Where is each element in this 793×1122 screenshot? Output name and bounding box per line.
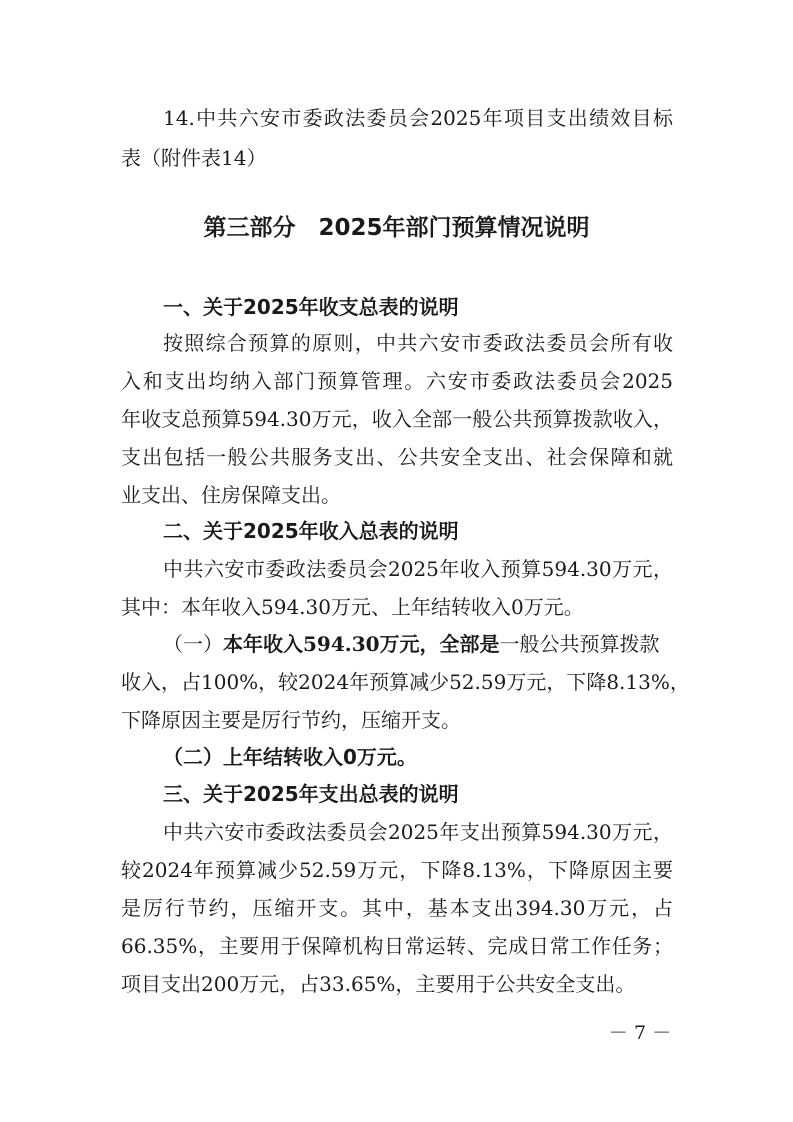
part-heading: 第三部分 2025年部门预算情况说明 [203,215,590,241]
paragraph-line: 中共六安市委政法委员会2025年收入预算594.30万元， [163,557,673,581]
item-1-prefix: （一） [163,632,223,656]
paragraph-line: 年收支总预算594.30万元，收入全部一般公共预算拨款收入， [121,407,673,431]
page-number: － 7 － [608,1022,672,1044]
paragraph-line: 较2024年预算减少52.59万元，下降8.13%，下降原因主要 [121,858,673,882]
paragraph-line: 下降原因主要是厉行节约，压缩开支。 [121,708,461,732]
paragraph-line: 是厉行节约，压缩开支。其中，基本支出394.30万元，占 [121,896,673,920]
income-item-1-first-line [163,630,673,658]
paragraph-line: 66.35%，主要用于保障机构日常运转、完成日常工作任务； [121,934,673,958]
paragraph-line: 按照综合预算的原则，中共六安市委政法委员会所有收 [163,331,673,355]
item-1-bold-text: 本年收入594.30万元，全部是 [223,632,500,656]
section-3-title: 三、关于2025年支出总表的说明 [163,782,459,806]
section-1-title: 一、关于2025年收支总表的说明 [163,295,459,319]
paragraph-line: 收入，占100%，较2024年预算减少52.59万元，下降8.13%， [121,670,690,694]
income-item-2: （二）上年结转收入0万元。 [163,745,417,769]
paragraph-line: 中共六安市委政法委员会2025年支出预算594.30万元， [163,820,673,844]
toc-item-line-2: 表（附件表14） [121,146,267,170]
paragraph-line: 入和支出均纳入部门预算管理。六安市委政法委员会2025 [121,369,673,393]
paragraph-line: 支出包括一般公共服务支出、公共安全支出、社会保障和就 [121,445,673,469]
paragraph-line: 项目支出200万元，占33.65%，主要用于公共安全支出。 [121,972,636,996]
item-1-rest-text: 一般公共预算拨款 [499,632,660,656]
paragraph-line: 其中：本年收入594.30万元、上年结转收入0万元。 [121,595,584,619]
section-2-title: 二、关于2025年收入总表的说明 [163,519,459,543]
paragraph-line: 业支出、住房保障支出。 [121,483,341,507]
toc-item-line-1: 14.中共六安市委政法委员会2025年项目支出绩效目标 [163,106,673,130]
